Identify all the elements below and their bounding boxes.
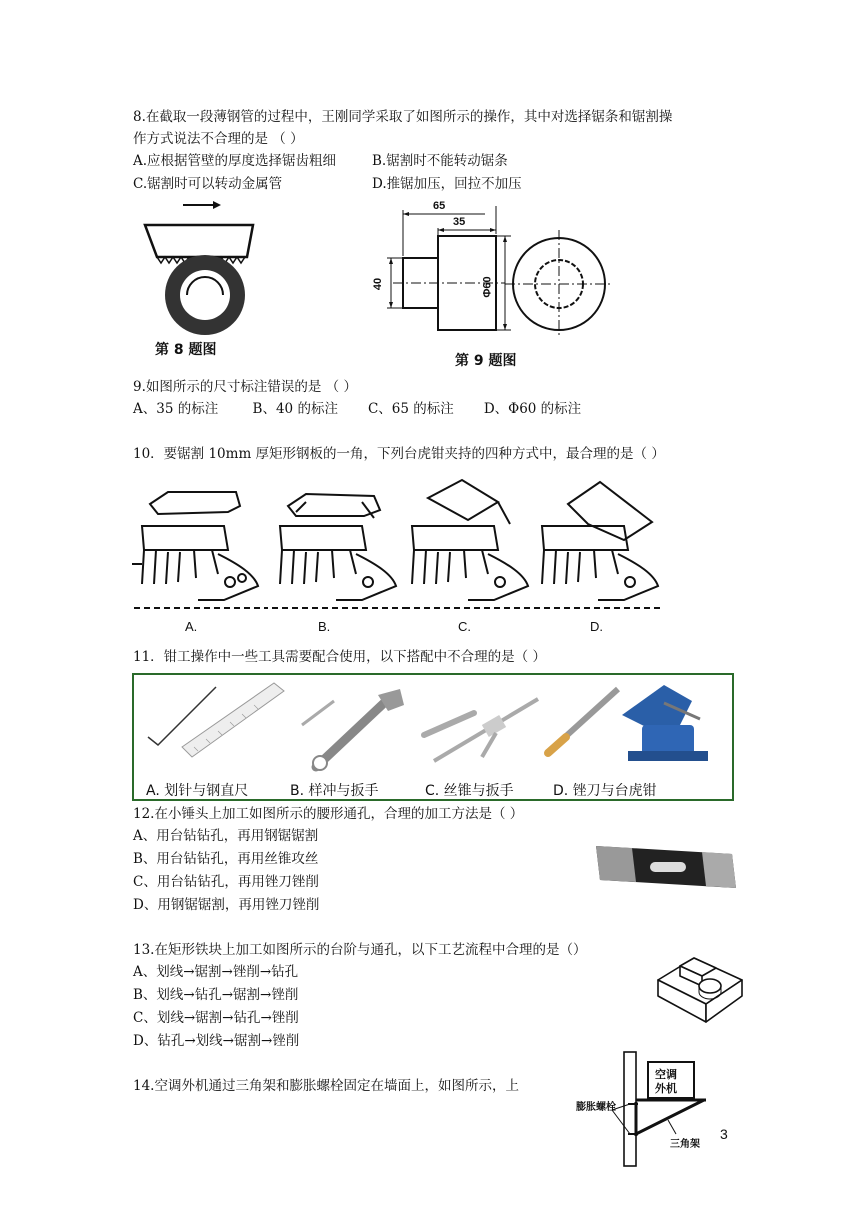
q8-option-c: C.锯割时可以转动金属管 xyxy=(133,176,283,192)
q10-label-d: D. xyxy=(590,619,603,634)
q8-option-a: A.应根据管壁的厚度选择锯齿粗细 xyxy=(133,153,337,169)
q13-option-b: B、划线→钻孔→锯割→锉削 xyxy=(133,987,299,1003)
q11-caption-b: B. 样冲与扳手 xyxy=(290,783,379,799)
page-number: 3 xyxy=(720,1126,728,1142)
q14-box-label-1: 空调 xyxy=(655,1069,677,1081)
q10-label-a: A. xyxy=(185,619,198,634)
q14-stem: 14.空调外机通过三角架和膨胀螺栓固定在墙面上，如图所示，上 xyxy=(133,1078,519,1094)
q12-option-b: B、用台钻钻孔，再用丝锥攻丝 xyxy=(133,851,319,867)
q8-saw-tube-figure xyxy=(135,195,265,345)
q11-caption-c: C. 丝锥与扳手 xyxy=(425,783,514,799)
q14-box-label-2: 外机 xyxy=(655,1083,677,1095)
q11-stem: 11．钳工操作中一些工具需要配合使用，以下搭配中不合理的是（ ） xyxy=(133,649,546,665)
q14-bolt-label: 膨胀螺栓 xyxy=(576,1102,616,1113)
q14-frame-label: 三角架 xyxy=(670,1139,700,1150)
q12-option-d: D、用钢锯锯割，再用锉刀锉削 xyxy=(133,897,320,913)
q8-option-b: B.锯割时不能转动锯条 xyxy=(372,153,508,169)
q9-stem: 9.如图所示的尺寸标注错误的是 （ ） xyxy=(133,379,357,395)
q8-stem-line2: 作方式说法不合理的是 （ ） xyxy=(133,131,304,147)
q10-stem: 10．要锯割 10mm 厚矩形钢板的一角，下列台虎钳夹持的四种方式中，最合理的是（ ） xyxy=(133,446,665,462)
q10-vise-figures xyxy=(128,474,668,614)
q9-dimension-drawing xyxy=(375,200,615,340)
q10-label-c: C. xyxy=(458,619,471,634)
q8-option-d: D.推锯加压，回拉不加压 xyxy=(372,176,522,192)
q8-figure-caption: 第 8 题图 xyxy=(155,342,217,358)
q13-block-figure xyxy=(652,944,748,1026)
q9-dim-65: 65 xyxy=(433,200,446,212)
q13-option-c: C、划线→锯割→钻孔→锉削 xyxy=(133,1010,299,1026)
q13-option-d: D、钻孔→划线→锯割→锉削 xyxy=(133,1033,300,1049)
q10-label-b: B. xyxy=(318,619,331,634)
q11-caption-d: D. 锉刀与台虎钳 xyxy=(553,783,657,799)
q11-caption-a: A. 划针与钢直尺 xyxy=(146,783,249,799)
q12-option-a: A、用台钻钻孔，再用钢锯锯割 xyxy=(133,828,319,844)
q12-option-c: C、用台钻钻孔，再用锉刀锉削 xyxy=(133,874,319,890)
q9-options: A、35 的标注 B、40 的标注 C、65 的标注 D、Φ60 的标注 xyxy=(133,401,582,417)
q13-stem: 13.在矩形铁块上加工如图所示的台阶与通孔，以下工艺流程中合理的是（） xyxy=(133,942,587,958)
q12-stem: 12.在小锤头上加工如图所示的腰形通孔，合理的加工方法是（ ） xyxy=(133,806,524,822)
q9-dim-40: 40 xyxy=(372,277,385,291)
q12-hammer-head-figure xyxy=(592,836,740,896)
q11-tools-figure xyxy=(134,675,730,797)
q9-dim-phi60: Φ60 xyxy=(481,276,494,298)
q9-figure-caption: 第 9 题图 xyxy=(455,353,517,369)
q13-option-a: A、划线→锯割→锉削→钻孔 xyxy=(133,964,299,980)
q9-dim-35: 35 xyxy=(453,216,466,228)
q8-stem-line1: 8.在截取一段薄钢管的过程中，王刚同学采取了如图所示的操作，其中对选择锯条和锯割操 xyxy=(133,109,673,125)
